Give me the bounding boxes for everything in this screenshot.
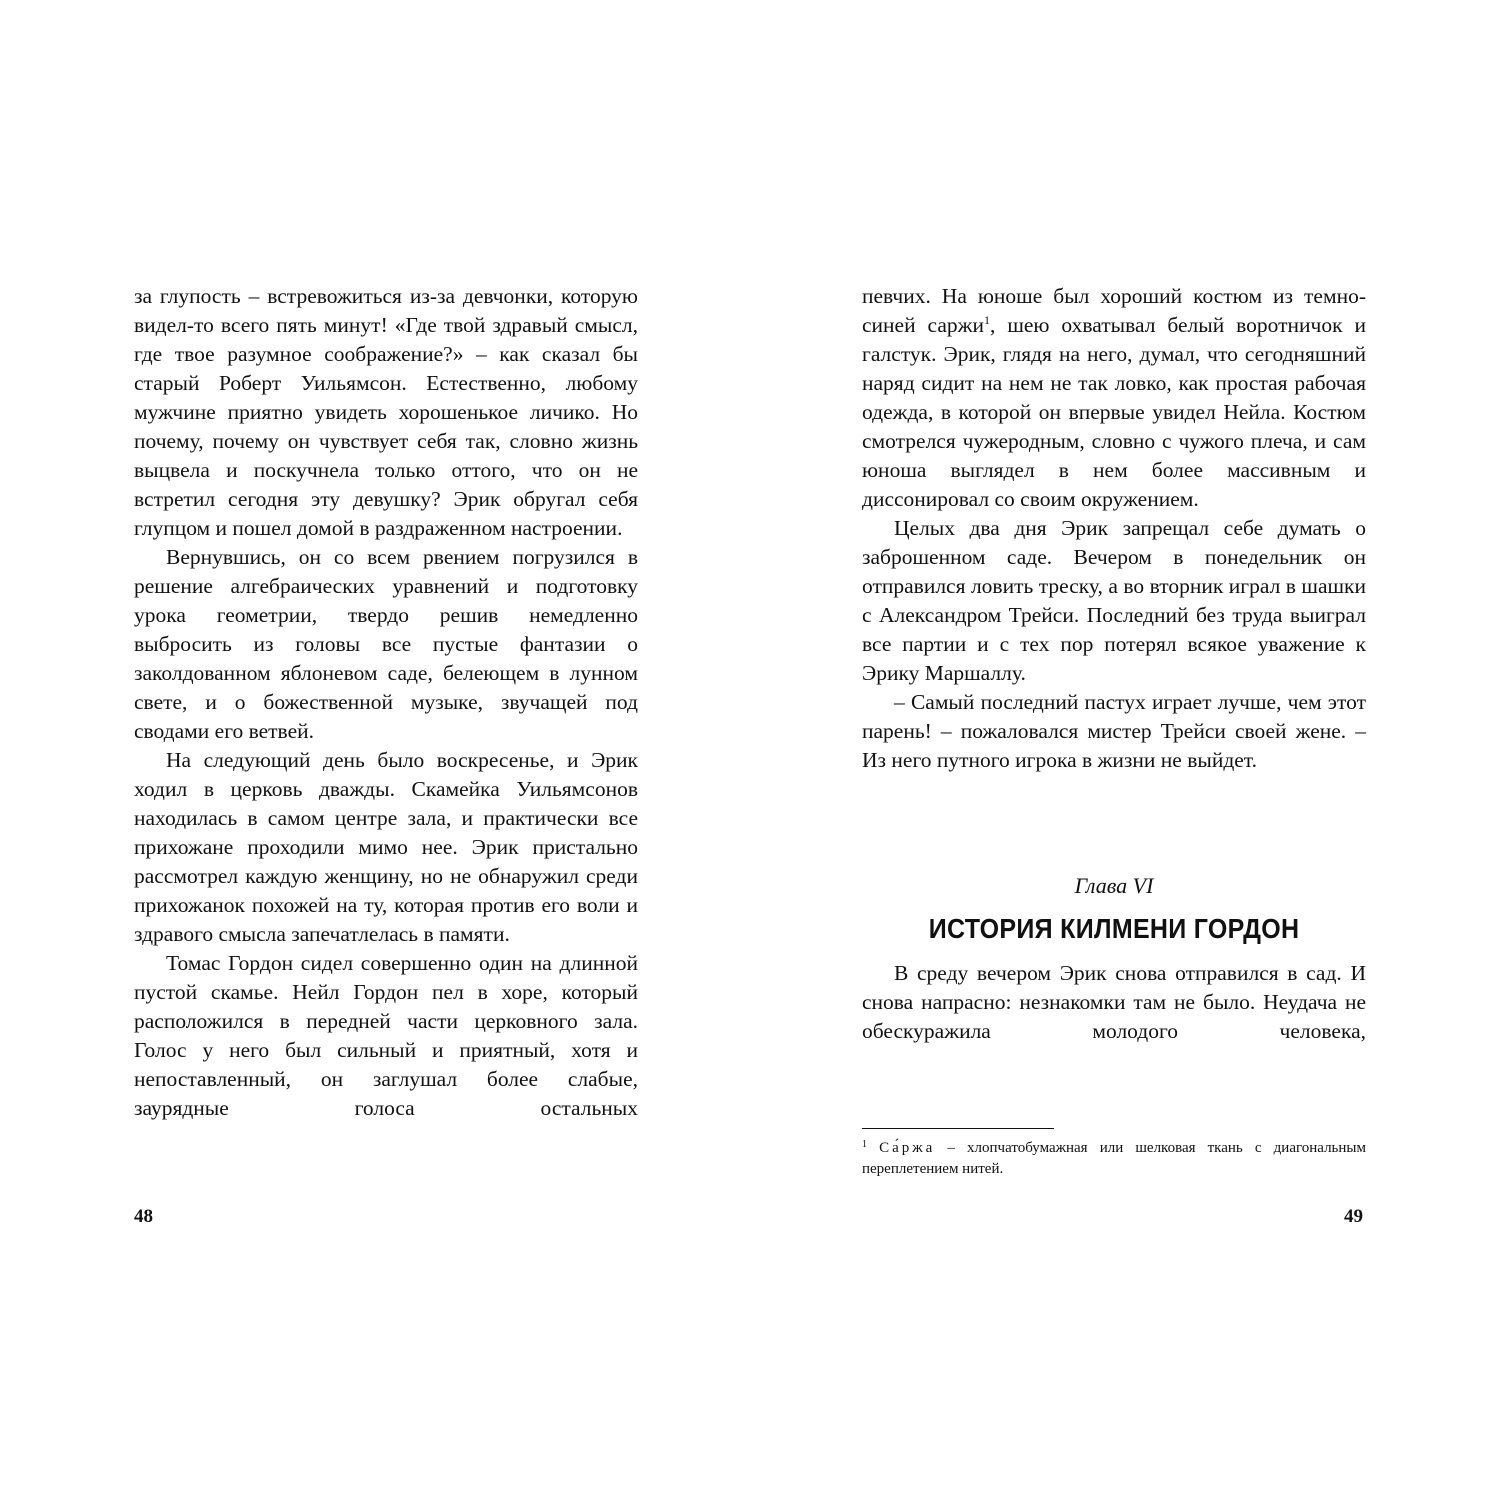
footnote [862, 1134, 1366, 1180]
chapter-title: ИСТОРИЯ КИЛМЕНИ ГОРДОН [928, 913, 1300, 945]
left-paragraph-2: Вернувшись, он со всем рвением погрузился в решение алгебраических уравнений и подготовку урока геометрии, твердо решив немедленно выбросить из головы все пустые фантазии о заколдованном яблоневом саде, белеющем в лунном свете, и о божественной музыке, звучащей под сводами его ветвей. [134, 545, 638, 743]
footnote-reference: 1 [984, 313, 991, 327]
right-page [862, 282, 1366, 1046]
footnote-text: – хлопчатобумажная или шелковая ткань с диагональным переплетением нитей. [862, 1140, 1366, 1177]
right-paragraph-2: Целых два дня Эрик запрещал себе думать о заброшенном саде. Вечером в понедельник он отправился ловить треску, а во вторник играл в шашки с Александром Трейси. Последний без труда выиграл все партии и с тех пор потерял всякое уважение к Эрику Маршаллу. [862, 516, 1366, 685]
right-paragraph-1 [862, 282, 1366, 514]
footnote-term: Са́ржа [879, 1140, 936, 1156]
right-paragraph-3: – Самый последний пастух играет лучше, чем этот парень! – пожаловался мистер Трейси своей жене. – Из него путного игрока в жизни не выйдет. [862, 690, 1366, 772]
footnote-divider [862, 1128, 1054, 1129]
left-paragraph-1: за глупость – встревожиться из-за девчонки, которую видел-то всего пять минут! «Где твой здравый смысл, где твое разумное соображение?» – как сказал бы старый Роберт Уильямсон. Естественно, любому мужчине приятно увидеть хорошенькое личико. Но почему, почему он чувствует себя так, словно жизнь выцвела и поскучнела только оттого, что он не встретил сегодня эту девушку? Эрик обругал себя глупцом и пошел домой в раздраженном настроении. [134, 284, 638, 540]
left-page [134, 282, 638, 1123]
page-number-right: 49 [1344, 1206, 1363, 1227]
chapter-label: Глава VI [1074, 873, 1154, 898]
footnote-marker: 1 [862, 1139, 867, 1150]
right-paragraph-4: В среду вечером Эрик снова отправился в сад. И снова напрасно: незнакомки там не было. Неудача не обескуражила молодого человека, [862, 961, 1366, 1043]
right-paragraph-1-start: певчих. На юноше был хороший костюм из темно-синей саржи [862, 284, 1366, 337]
right-paragraph-1-end: , шею охватывал белый воротничок и галстук. Эрик, глядя на него, думал, что сегодняшний наряд сидит на нем не так ловко, как простая рабочая одежда, в которой он впервые увидел Нейла. Костюм смотрелся чужеродным, словно с чужого плеча, и сам юноша выглядел в нем более массивным и диссонировал со своим окружением. [862, 313, 1367, 511]
left-paragraph-3: На следующий день было воскресенье, и Эрик ходил в церковь дважды. Скамейка Уильямсонов находилась в самом центре зала, и практически все прихожане проходили мимо нее. Эрик пристально рассмотрел каждую женщину, но не обнаружил среди прихожанок похожей на ту, которая против его воли и здравого смысла запечатлелась в памяти. [134, 748, 638, 946]
page-number-left: 48 [134, 1206, 153, 1227]
left-paragraph-4: Томас Гордон сидел совершенно один на длинной пустой скамье. Нейл Гордон пел в хоре, который расположился в передней части церковного зала. Голос у него был сильный и приятный, хотя и непоставленный, он заглушал более слабые, заурядные голоса остальных [134, 951, 638, 1120]
